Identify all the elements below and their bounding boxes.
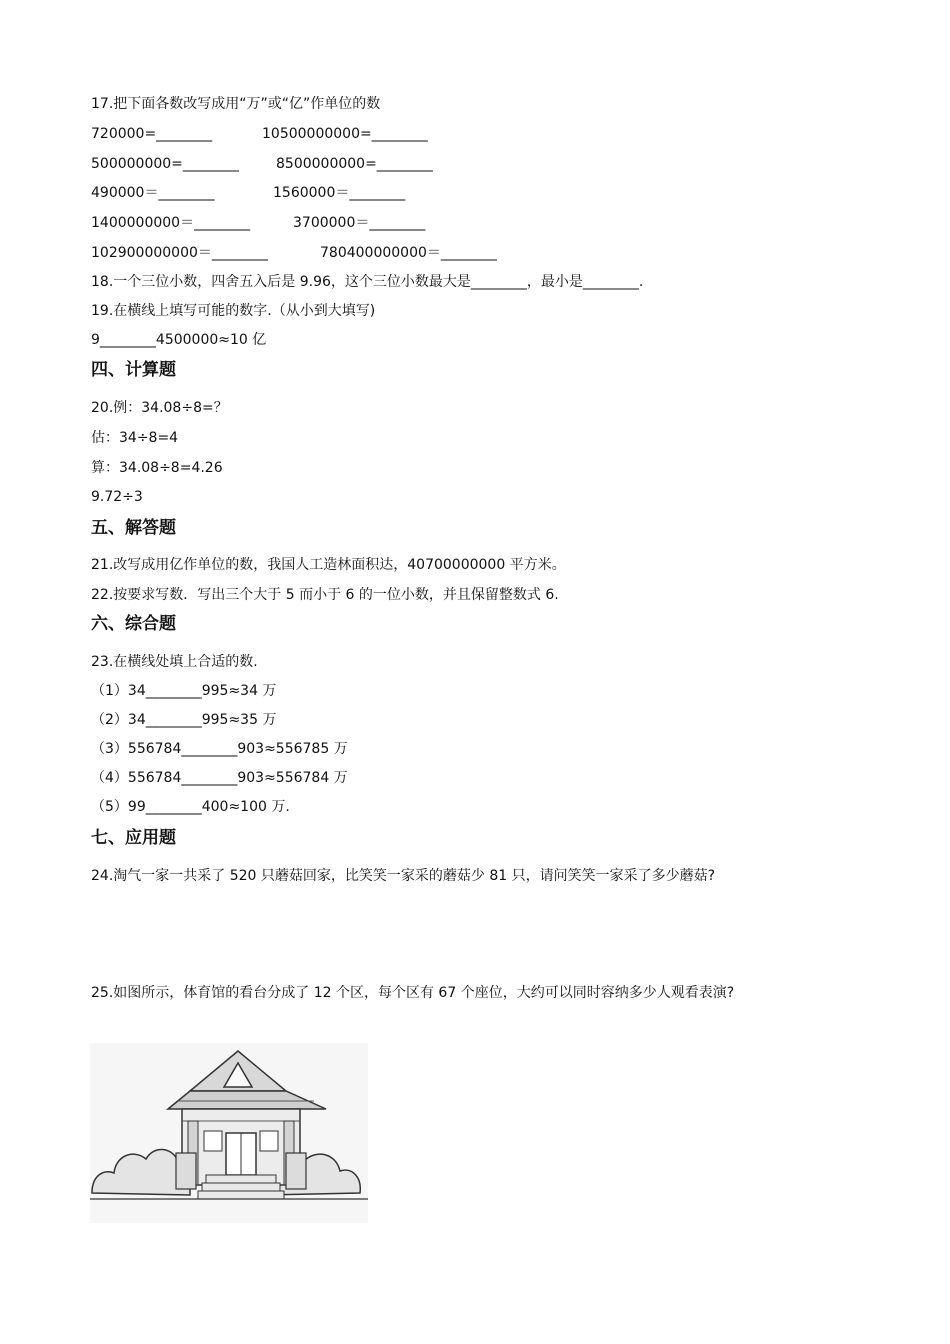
- q20-problem: 9.72÷3: [91, 489, 143, 505]
- side-block-right: [286, 1153, 306, 1189]
- q17-row-2-right: 8500000000=________: [276, 156, 433, 172]
- q23-item: （3）556784________903≈556785 万: [91, 741, 348, 757]
- step: [202, 1183, 280, 1191]
- q17-row-4-right: 3700000＝________: [293, 215, 426, 231]
- section-7-heading: 七、应用题: [91, 828, 176, 848]
- q17-row-5-right: 780400000000＝________: [320, 245, 497, 261]
- q17-row-2-left: 500000000=________: [91, 156, 239, 172]
- gymnasium-illustration: [90, 1043, 368, 1223]
- q23-item: （5）99________400≈100 万.: [91, 799, 290, 815]
- q22-text: 22.按要求写数．写出三个大于 5 而小于 6 的一位小数，并且保留整数式 6.: [91, 587, 559, 603]
- section-4-heading: 四、计算题: [91, 360, 176, 380]
- q17-row-1-left: 720000=________: [91, 126, 213, 142]
- q17-row-1-right: 10500000000=________: [262, 126, 428, 142]
- q20-estimate: 估：34÷8=4: [91, 430, 179, 446]
- q23-item: （4）556784________903≈556784 万: [91, 770, 348, 786]
- q23-item: （1）34________995≈34 万: [91, 683, 277, 699]
- q21-text: 21.改写成用亿作单位的数，我国人工造林面积达，40700000000 平方米。: [91, 557, 566, 573]
- q17-row-5-left: 102900000000＝________: [91, 245, 268, 261]
- q20-example: 20.例：34.08÷8=？: [91, 400, 228, 416]
- section-5-heading: 五、解答题: [91, 518, 176, 538]
- step: [198, 1191, 284, 1199]
- q25-text: 25.如图所示，体育馆的看台分成了 12 个区，每个区有 67 个座位，大约可以同时容纳多少人观看表演?: [91, 985, 735, 1001]
- q19-title: 19.在横线上填写可能的数字.（从小到大填写): [91, 303, 376, 319]
- q24-text: 24.淘气一家一共采了 520 只蘑菇回家，比笑笑一家采的蘑菇少 81 只，请问笑笑一家采了多少蘑菇?: [91, 868, 716, 884]
- q19-line: 9________4500000≈10 亿: [91, 332, 267, 348]
- q23-item: （2）34________995≈35 万: [91, 712, 277, 728]
- window-left: [204, 1131, 222, 1151]
- section-6-heading: 六、综合题: [91, 614, 176, 634]
- side-block-left: [176, 1153, 196, 1189]
- q17-title: 17.把下面各数改写成用“万”或“亿”作单位的数: [91, 96, 381, 112]
- step: [206, 1175, 276, 1183]
- window-right: [260, 1131, 278, 1151]
- q23-title: 23.在横线处填上合适的数.: [91, 654, 258, 670]
- q18-text: 18.一个三位小数，四舍五入后是 9.96，这个三位小数最大是________，最小是________.: [91, 274, 644, 290]
- q20-calc: 算：34.08÷8=4.26: [91, 460, 223, 476]
- q17-row-3-left: 490000＝________: [91, 185, 215, 201]
- q17-row-3-right: 1560000＝________: [273, 185, 406, 201]
- q17-row-4-left: 1400000000＝________: [91, 215, 251, 231]
